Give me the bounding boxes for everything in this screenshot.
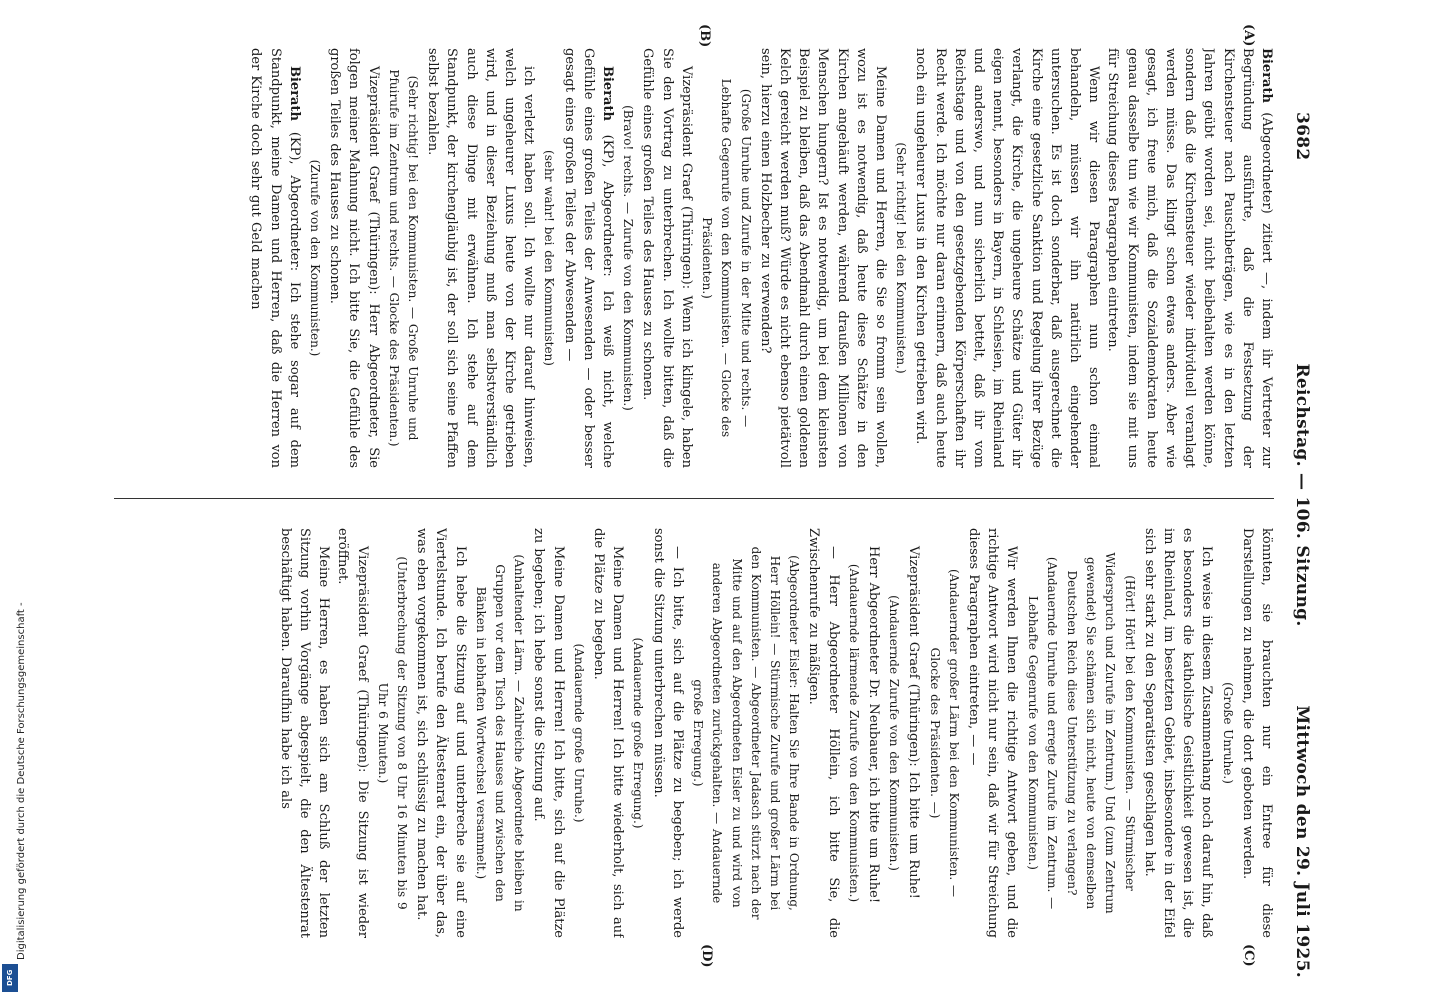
speaker-name: Bierath bbox=[1259, 48, 1274, 103]
paragraph bbox=[423, 48, 538, 468]
paragraph-text: (Andauernde große Erregung.) bbox=[631, 637, 646, 829]
margin-mark-a: (A) bbox=[1241, 24, 1256, 47]
paragraph bbox=[1103, 48, 1276, 468]
paragraph-text: Meine Damen und Herren! Ich bitte, sich auf die Plätze zu begeben; ich hebe sonst die Sitzung auf. bbox=[531, 528, 566, 938]
paragraph-text: — Ich bitte, sich auf die Plätze zu begeben; ich werde sonst die Sitzung unterbrechen müssen. bbox=[650, 528, 685, 938]
footer-credit: Digitalisierung gefördert durch die Deutsche Forschungsgemeinschaft - bbox=[16, 602, 27, 960]
paragraph bbox=[804, 528, 842, 938]
paragraph-text: (Große Unruhe.) bbox=[1220, 682, 1235, 784]
interjection bbox=[618, 48, 637, 468]
paragraph-text: (Bravo! rechts. — Zurufe von den Kommunisten.) bbox=[621, 105, 636, 411]
page-number: 3682 bbox=[1292, 112, 1312, 161]
paragraph-text: Wir werden Ihnen die richtige Antwort geben, und die richtige Antwort wird nicht nur sein, daß wir für Streichung dieses Paragraphen eintreten, — — bbox=[965, 528, 1020, 938]
speaker-name: Bierath bbox=[286, 66, 302, 121]
interjection bbox=[884, 528, 903, 938]
interjection bbox=[697, 48, 755, 468]
footer bbox=[0, 0, 27, 1000]
paragraph-text: (Andauernde lärmende Zurufe von den Kommunisten.) bbox=[846, 563, 861, 903]
paragraph-text: Meine Herren, es haben sich am Schluß der letzten Sitzung vorhin Vorgänge abgespielt, die den Ältestenrat beschäftigt haben. Daraufhin habe ich als bbox=[277, 528, 332, 938]
interjection bbox=[305, 48, 324, 468]
paragraph bbox=[964, 528, 1022, 938]
paragraph-text: Vizepräsident Graef (Thüringen): Die Sitzung ist wieder eröffnet. bbox=[335, 528, 370, 938]
document-page bbox=[50, 0, 1340, 1000]
paragraph-text: (KP), Abgeordneter: Ich stehe sogar auf dem Standpunkt, meine Damen und Herren, daß die Herren von der Kirche doch sehr gut Geld machen bbox=[248, 48, 302, 468]
right-column bbox=[66, 528, 1276, 938]
paragraph bbox=[904, 528, 923, 938]
margin-mark-c: (C) bbox=[1241, 944, 1256, 967]
paragraph-text: (KP), Abgeordneter: Ich weiß nicht, welche Gefühle eines großen Teiles der Anwesenden — oder besser gesagt eines großen Teiles der Abwesenden — bbox=[561, 48, 616, 468]
paragraph-text: (Andauernde Unruhe und erregte Zurufe im Zentrum. — Lebhafte Gegenrufe von den Kommunisten.) bbox=[1025, 556, 1059, 910]
paragraph-text: Wenn wir diesen Paragraphen nun schon einmal behandeln, müssen wir ihn natürlich eingehender untersuchen. Es ist doch sonderbar, daß ausgerechnet die Kirche eine gesetzliche Sanktion und Regelung ihrer Bezüge verlangt, die Kirche, die ungeheure Schätze und Güter ihr eigen nennt, besonders in Bayern, in Schlesien, im Rheinland und anderswo, und nun sicherlich bettelt, daß ihr vom Reichstage und von den gesetzgebenden Körperschaften ihr Recht werde. Ich möchte nur daran erinnern, daß auch heute noch ein ungeheurer Luxus in den Kirchen getrieben wird. bbox=[913, 48, 1102, 468]
left-column bbox=[66, 48, 1276, 468]
interjection bbox=[1062, 528, 1139, 938]
paragraph bbox=[1140, 528, 1217, 938]
interjection bbox=[924, 528, 962, 938]
paragraph bbox=[559, 48, 617, 468]
paragraph-text: (Anhaltender Lärm. — Zahlreiche Abgeordnete bleiben in Gruppen vor dem Tisch des Hauses und zwischen den Bänken in lebhaften Wortwechsel versammelt.) bbox=[473, 554, 527, 912]
running-title: Reichstag. — 106. Sitzung. bbox=[1292, 363, 1312, 627]
interjection bbox=[373, 528, 411, 938]
paragraph-text: (Unterbrechung der Sitzung von 8 Uhr 16 Minuten bis 9 Uhr 6 Minuten.) bbox=[375, 556, 410, 910]
paragraph-text: (Andauernde Zurufe von den Kommunisten.) bbox=[887, 595, 902, 871]
margin-mark-d: (D) bbox=[699, 944, 714, 968]
paragraph-text: (Andauernder großer Lärm bei den Kommunisten. — Glocke des Präsidenten. —) bbox=[927, 568, 961, 898]
interjection bbox=[891, 48, 910, 468]
interjection bbox=[1217, 528, 1236, 938]
page-date: Mittwoch den 29. Juli 1925. bbox=[1292, 705, 1312, 978]
interjection bbox=[844, 528, 863, 938]
column-divider bbox=[114, 498, 1274, 499]
interjection bbox=[1022, 528, 1060, 938]
interjection bbox=[628, 528, 647, 938]
paragraph-text: Meine Damen und Herren, die Sie so fromm sein wollen, wozu ist es notwendig, daß heute diese Schätze in den Kirchen angehäuft werden, während draußen Millionen von Menschen hungern? Ist es notwendig, um bei dem kleinsten Beispiel zu bleiben, daß das Abendmahl durch einen goldenen Kelch gereicht werden muß? Würde es nicht ebenso pietätvoll sein, hierzu einen Holzbecher zu verwenden? bbox=[757, 48, 888, 468]
paragraph-text: ich verletzt haben soll. Ich wollte nur darauf hinweisen, welch ungeheurer Luxus heute von der Kirche getrieben wird, und in dieser Beziehung muß man selbstverständlich auch diese Dinge mit erwähnen. Ich stehe auf dem Standpunkt, der kirchengläubig ist, der soll sich seine Pfaffen selbst bezahlen. bbox=[425, 48, 537, 468]
paragraph bbox=[589, 528, 627, 938]
paragraph bbox=[333, 528, 371, 938]
paragraph bbox=[276, 528, 334, 938]
paragraph-text: Meine Damen und Herren! Ich bitte wiederholt, sich auf die Plätze zu begeben. bbox=[591, 528, 626, 938]
paragraph bbox=[911, 48, 1103, 468]
margin-mark-b: (B) bbox=[697, 24, 712, 48]
paragraph-text: (Abgeordneter) zitiert —, indem ihr Vertreter zur Begründung ausführte, daß die Festsetzung der Kirchensteuer nach Pauschbeträgen, wie es in den letzten Jahren geübt worden sei, nicht beibehalten werden könne, sondern daß die Kirchensteuer wieder individuell veranlagt werden müsse. Das klingt schon etwas anders. Aber wie gesagt, ich freue mich, daß die Sozialdemokraten heute genau dasselbe tun wie wir Kommunisten, indem sie mit uns für Streichung dieses Paragraphen eintreten. bbox=[1105, 48, 1274, 468]
paragraph bbox=[325, 48, 383, 468]
paragraph-text: Ich hebe die Sitzung auf und unterbreche sie auf eine Viertelstunde. Ich berufe den Ältestenrat ein, der über das, was eben vorgekommen ist, sich schlüssig zu machen hat. bbox=[414, 528, 468, 938]
paragraph bbox=[638, 48, 696, 468]
paragraph-text: Vizepräsident Graef (Thüringen): Wenn ich klingele, haben Sie den Vortrag zu unterbrechen. Ich wollte bitten, daß die Gefühle eines großen Teiles des Hauses zu schonen. bbox=[640, 48, 694, 468]
paragraph bbox=[864, 528, 883, 938]
paragraph-text: (Abgeordneter Eisler: Halten Sie Ihre Bande in Ordnung, Herr Höllein! — Stürmische Zurufe und großer Lärm bei den Kommunisten. — Abgeordneter Jadasch stürzt nach der Mitte und auf den Abgeordneten Eisler zu und wird von anderen Abgeordneten zurückgehalten. — Andauernde große Erregung.) bbox=[691, 546, 802, 920]
interjection bbox=[384, 48, 422, 468]
paragraph-text: (Andauernde große Unruhe.) bbox=[571, 643, 586, 823]
paragraph-text: — Herr Abgeordneter Höllein, ich bitte Sie, die Zwischenrufe zu mäßigen. bbox=[806, 528, 841, 938]
paragraph-text: Vizepräsident Graef (Thüringen): Herr Abgeordneter, Sie folgen meiner Mahnung nicht. Ich bitte Sie, die Gefühle des großen Teiles des Hauses zu schonen. bbox=[327, 48, 381, 468]
paragraph bbox=[412, 528, 470, 938]
paragraph-text: Herr Abgeordneter Dr. Neubauer, ich bitte um Ruhe! bbox=[865, 546, 881, 904]
paragraph-text: (Zurufe von den Kommunisten.) bbox=[308, 159, 323, 357]
interjection bbox=[539, 48, 558, 468]
paragraph bbox=[246, 48, 304, 468]
paragraph-text: Vizepräsident Graef (Thüringen): Ich bitte um Ruhe! bbox=[906, 546, 922, 899]
paragraph-text: (Sehr richtig! bei den Kommunisten.) bbox=[894, 142, 909, 374]
paragraph-text: Ich weise in diesem Zusammenhang noch darauf hin, daß es besonders die katholische Geistlichkeit gewesen ist, die im Rheinland, im besetzten Gebiet, insbesondere in der Eifel sich sehr stark zu den Separatisten geschlagen hat. bbox=[1141, 528, 1215, 938]
dfg-logo: DFG bbox=[2, 964, 18, 992]
paragraph-text: (Große Unruhe und Zurufe in der Mitte und rechts. — Lebhafte Gegenrufe von den Kommunisten. — Glocke des Präsidenten.) bbox=[700, 78, 753, 438]
paragraph bbox=[756, 48, 890, 468]
paragraph-text: könnten, sie brauchten nur ein Entree für diese Darstellungen zu nehmen, die dort geboten werden. bbox=[1239, 528, 1274, 938]
paragraph bbox=[649, 528, 687, 938]
interjection bbox=[471, 528, 529, 938]
interjection bbox=[569, 528, 588, 938]
paragraph-text: (Sehr richtig! bei den Kommunisten. — Große Unruhe und Pfuirufe im Zentrum und rechts. — Glocke des Präsidenten.) bbox=[386, 69, 421, 447]
paragraph-text: (sehr wahr! bei den Kommunisten) bbox=[542, 150, 557, 366]
paragraph bbox=[1238, 528, 1276, 938]
paragraph bbox=[529, 528, 567, 938]
speaker-name: Bierath bbox=[600, 66, 616, 121]
paragraph-text: (Hört! Hört! bei den Kommunisten. — Stürmischer Widerspruch und Zurufe im Zentrum.) Und (zum Zentrum gewendet) Sie schämen sich nicht, heute von demselben Deutschen Reich diese Unterstützung zu verlangen? bbox=[1064, 552, 1137, 914]
interjection bbox=[688, 528, 803, 938]
